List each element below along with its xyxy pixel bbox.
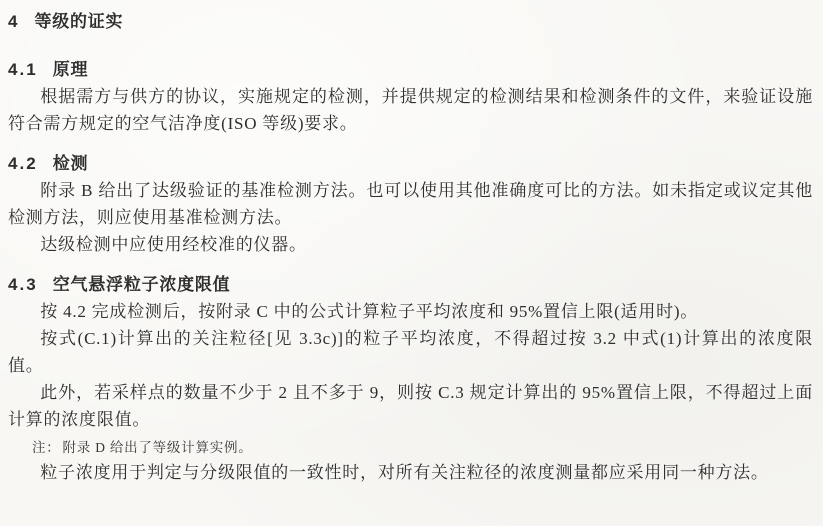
section-heading-4 xyxy=(8,8,813,35)
section-number: 4.2 xyxy=(8,154,38,173)
paragraph-concentration-calculation: 按 4.2 完成检测后，按附录 C 中的公式计算粒子平均浓度和 95%置信上限(适用时)。 xyxy=(40,302,699,321)
section-number: 4 xyxy=(8,12,20,31)
section-heading-4-3 xyxy=(8,271,813,298)
section-title: 空气悬浮粒子浓度限值 xyxy=(52,275,231,294)
note-text: 附录 D 给出了等级计算实例。 xyxy=(62,440,253,455)
section-title: 检测 xyxy=(52,154,89,173)
section-number: 4.1 xyxy=(8,60,38,79)
paragraph-same-method: 粒子浓度用于判定与分级限值的一致性时，对所有关注粒径的浓度测量都应采用同一种方法。 xyxy=(40,463,769,482)
section-title: 原理 xyxy=(52,60,89,79)
paragraph-confidence-limit: 此外，若采样点的数量不少于 2 且不多于 9，则按 C.3 规定计算出的 95%置信上限，不得超过上面计算的浓度限值。 xyxy=(8,383,813,429)
section-heading-4-2 xyxy=(8,150,813,177)
note-label: 注： xyxy=(32,440,61,455)
paragraph-calibrated-instruments: 达级检测中应使用经校准的仪器。 xyxy=(40,235,307,254)
section-heading-4-1 xyxy=(8,56,813,83)
paragraph-mean-concentration-limit: 按式(C.1)计算出的关注粒径[见 3.3c)]的粒子平均浓度，不得超过按 3.2 中式(1)计算出的浓度限值。 xyxy=(8,329,813,375)
paragraph-principle: 根据需方与供方的协议，实施规定的检测，并提供规定的检测结果和检测条件的文件，来验证设施符合需方规定的空气洁净度(ISO 等级)要求。 xyxy=(8,87,813,133)
section-number: 4.3 xyxy=(8,275,38,294)
section-title: 等级的证实 xyxy=(34,12,124,31)
note xyxy=(8,437,813,459)
paragraph-testing-methods: 附录 B 给出了达级验证的基准检测方法。也可以使用其他准确度可比的方法。如未指定或议定其他检测方法，则应使用基准检测方法。 xyxy=(8,181,813,227)
